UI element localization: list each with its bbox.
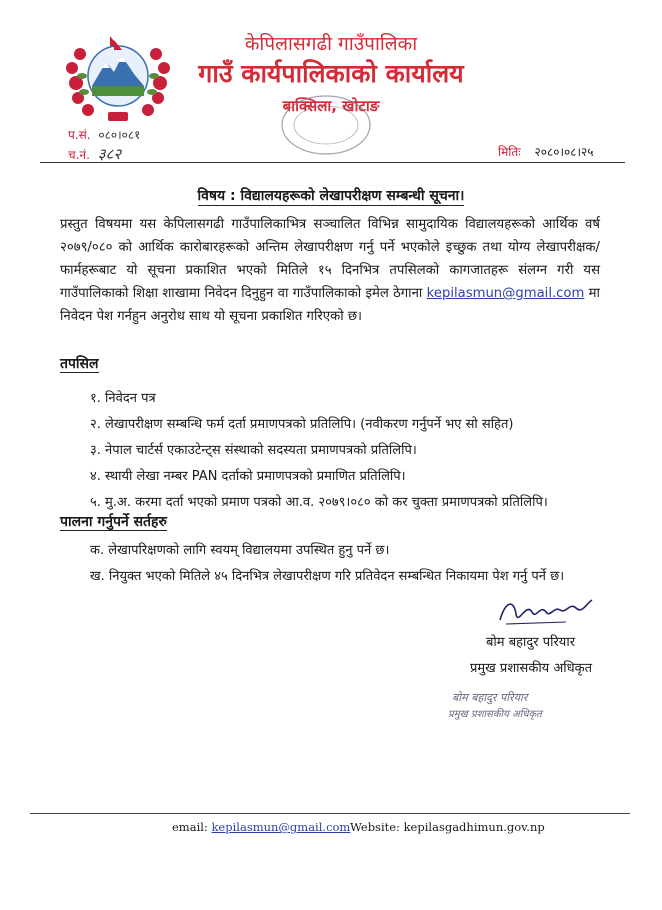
header-divider: [40, 162, 625, 163]
reference-number-row: [68, 144, 121, 164]
footer-email: [172, 820, 350, 834]
notice-body: [60, 213, 600, 328]
reference-number-label: च.नं.: [68, 148, 90, 162]
office-seal-stamp: [278, 94, 374, 156]
condition-item: ख. नियुक्त भएको मितिले ४५ दिनभित्र लेखापरीक्षण गरि प्रतिवेदन सम्बन्धित निकायमा पेश गर्नु पर्ने छ।: [90, 569, 565, 584]
reference-number-value: ३८२: [97, 145, 122, 163]
signature-stamp-name: बोम बहादुर परियार: [452, 691, 528, 704]
office-location: बाक्सिला, खोटाङ: [282, 97, 380, 115]
tapsil-heading-text: तपसिल: [60, 356, 99, 372]
municipality-name: केपिलासगढी गाउँपालिका: [244, 33, 418, 55]
signatory-name: बोम बहादुर परियार: [486, 635, 576, 650]
footer-email-label: email:: [172, 820, 208, 834]
footer-divider: [30, 813, 630, 814]
tapsil-item: ४. स्थायी लेखा नम्बर PAN दर्ताको प्रमाणपत्रको प्रमाणित प्रतिलिपि।: [90, 469, 406, 484]
conditions-heading-text: पालना गर्नुपर्ने सर्तहरु: [60, 514, 167, 530]
notice-body-part2: मा निवेदन पेश गर्नहुन अनुरोध साथ यो सूचना प्रकाशित गरिएको छ।: [60, 286, 600, 324]
footer-website-link[interactable]: kepilasgadhimun.gov.np: [403, 820, 545, 834]
notice-body-part1: प्रस्तुत विषयमा यस केपिलासगढी गाउँपालिकाभित्र सञ्चालित विभिन्न सामुदायिक विद्यालयहरूको आर्थिक वर्ष २०७९/०८० को आर्थिक कारोबारहरूको अन्तिम लेखापरीक्षण गर्नु पर्ने भएकोले इच्छुक तथा योग्य लेखापरीक्षक/फार्महरूबाट यो सूचना प्रकाशित भएको मितिले १५ दिनभित्र तपसिलको कागजातहरू संलग्न गरी यस गाउँपालिकाको शिक्षा शाखामा निवेदन दिनुहुन वा गाउँपालिकाको इमेल ठेगाना: [60, 217, 600, 301]
tapsil-heading: [60, 354, 99, 373]
signature-stamp-title: प्रमुख प्रशासकीय अधिकृत: [448, 709, 542, 720]
handwritten-signature: [496, 592, 596, 632]
date-label: मितिः: [498, 145, 521, 159]
signatory-title: प्रमुख प्रशासकीय अधिकृत: [470, 661, 593, 676]
fiscal-year-value: ०८०।०८१: [98, 128, 141, 142]
notice-subject-text: विषय : विद्यालयहरूको लेखापरीक्षण सम्बन्धी सूचना।: [197, 188, 465, 204]
footer-website: [350, 820, 545, 834]
notice-subject: [0, 186, 662, 205]
condition-item: क. लेखापरिक्षणको लागि स्वयम् विद्यालयमा उपस्थित हुनु पर्ने छ।: [90, 543, 390, 558]
tapsil-item: ३. नेपाल चार्टर्स एकाउटेन्ट्स संस्थाको सदस्यता प्रमाणपत्रको प्रतिलिपि।: [90, 443, 417, 458]
tapsil-item: २. लेखापरीक्षण सम्बन्धि फर्म दर्ता प्रमाणपत्रको प्रतिलिपि। (नवीकरण गर्नुपर्ने भए सो सहित): [90, 417, 514, 432]
fiscal-year-label: प.सं.: [68, 128, 91, 142]
tapsil-item: ५. मु.अ. करमा दर्ता भएको प्रमाण पत्रको आ.व. २०७९।०८० को कर चुक्ता प्रमाणपत्रको प्रतिलिपि।: [90, 495, 548, 510]
conditions-heading: [60, 512, 167, 531]
date-value: २०८०।०८।२५: [534, 145, 594, 159]
footer-email-link[interactable]: kepilasmun@gmail.com: [211, 820, 351, 834]
tapsil-item: १. निवेदन पत्र: [90, 391, 156, 406]
body-email-link[interactable]: kepilasmun@gmail.com: [426, 286, 585, 301]
date-row: [498, 143, 594, 160]
office-name: गाउँ कार्यपालिकाको कार्यालय: [198, 59, 464, 88]
fiscal-year-row: [68, 126, 140, 143]
footer-website-label: Website:: [350, 820, 400, 834]
